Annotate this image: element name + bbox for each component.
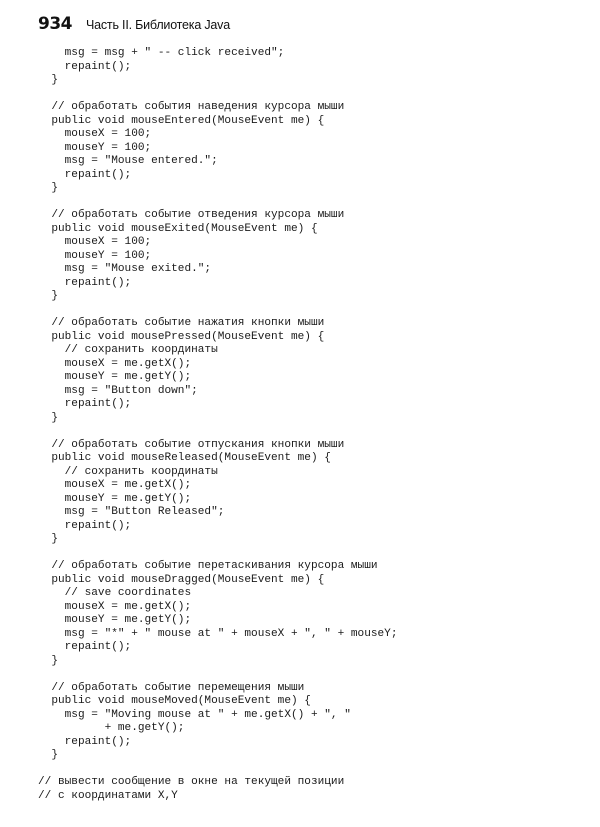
- code-line: mouseY = me.getY();: [38, 371, 192, 383]
- code-listing: [38, 47, 398, 803]
- code-line: }: [38, 182, 58, 194]
- code-line: repaint();: [38, 60, 132, 73]
- code-line: }: [38, 749, 58, 761]
- code-line: [38, 196, 398, 210]
- code-line: msg = "*" + " mouse at " + mouseX + ", " + mouseY;: [38, 627, 398, 640]
- code-line: mouseY = me.getY();: [38, 492, 192, 505]
- code-line: // с координатами X,Y: [38, 789, 178, 802]
- code-line: msg = "Mouse entered.";: [38, 155, 218, 167]
- code-line: public void mouseMoved(MouseEvent me) {: [38, 695, 311, 707]
- code-line: public void mousePressed(MouseEvent me) {: [38, 330, 325, 343]
- code-line: // обработать событие перетаскивания курсора мыши: [38, 560, 378, 572]
- code-line: // обработать событие перемещения мыши: [38, 681, 305, 694]
- code-line: mouseX = me.getX();: [38, 357, 192, 370]
- code-line: repaint();: [38, 641, 132, 653]
- code-line: mouseX = me.getX();: [38, 479, 192, 491]
- code-line: }: [38, 654, 58, 667]
- code-line: mouseX = 100;: [38, 128, 152, 140]
- code-line: [38, 547, 398, 561]
- code-line: msg = "Button Released";: [38, 506, 225, 518]
- code-line: [38, 88, 398, 102]
- code-line: }: [38, 74, 58, 86]
- code-line: mouseY = 100;: [38, 141, 152, 154]
- code-line: + me.getY();: [38, 722, 185, 734]
- code-line: // обработать событие отпускания кнопки мыши: [38, 438, 345, 451]
- code-line: [38, 425, 398, 439]
- code-line: msg = "Mouse exited.";: [38, 263, 212, 275]
- page-header: [38, 14, 230, 38]
- code-line: mouseX = me.getX();: [38, 600, 192, 613]
- code-line: // сохранить координаты: [38, 344, 218, 356]
- code-line: public void mouseReleased(MouseEvent me) {: [38, 452, 331, 464]
- code-line: [38, 304, 398, 318]
- page-number: 934: [38, 14, 72, 34]
- code-line: public void mouseEntered(MouseEvent me) {: [38, 114, 325, 127]
- code-line: // обработать события наведения курсора мыши: [38, 101, 345, 113]
- code-line: }: [38, 411, 58, 424]
- code-line: repaint();: [38, 168, 132, 181]
- code-line: [38, 763, 398, 777]
- code-line: // вывести сообщение в окне на текущей позиции: [38, 776, 345, 788]
- code-line: }: [38, 533, 58, 545]
- code-line: // обработать событие отведения курсора мыши: [38, 209, 345, 221]
- code-line: public void mouseDragged(MouseEvent me) {: [38, 573, 325, 586]
- code-line: // обработать событие нажатия кнопки мыши: [38, 317, 325, 329]
- code-line: // save coordinates: [38, 587, 192, 599]
- code-line: repaint();: [38, 735, 132, 748]
- code-line: mouseY = 100;: [38, 249, 152, 262]
- code-line: msg = msg + " -- click received";: [38, 47, 285, 59]
- code-line: repaint();: [38, 398, 132, 410]
- code-line: [38, 668, 398, 682]
- code-line: msg = "Moving mouse at " + me.getX() + ", ": [38, 708, 351, 721]
- code-line: msg = "Button down";: [38, 384, 198, 397]
- code-line: public void mouseExited(MouseEvent me) {: [38, 222, 318, 235]
- code-line: mouseY = me.getY();: [38, 614, 192, 626]
- code-line: }: [38, 290, 58, 302]
- code-line: mouseX = 100;: [38, 236, 152, 248]
- code-line: repaint();: [38, 519, 132, 532]
- code-line: repaint();: [38, 276, 132, 289]
- running-head: Часть II. Библиотека Java: [86, 18, 230, 32]
- code-line: // сохранить координаты: [38, 465, 218, 478]
